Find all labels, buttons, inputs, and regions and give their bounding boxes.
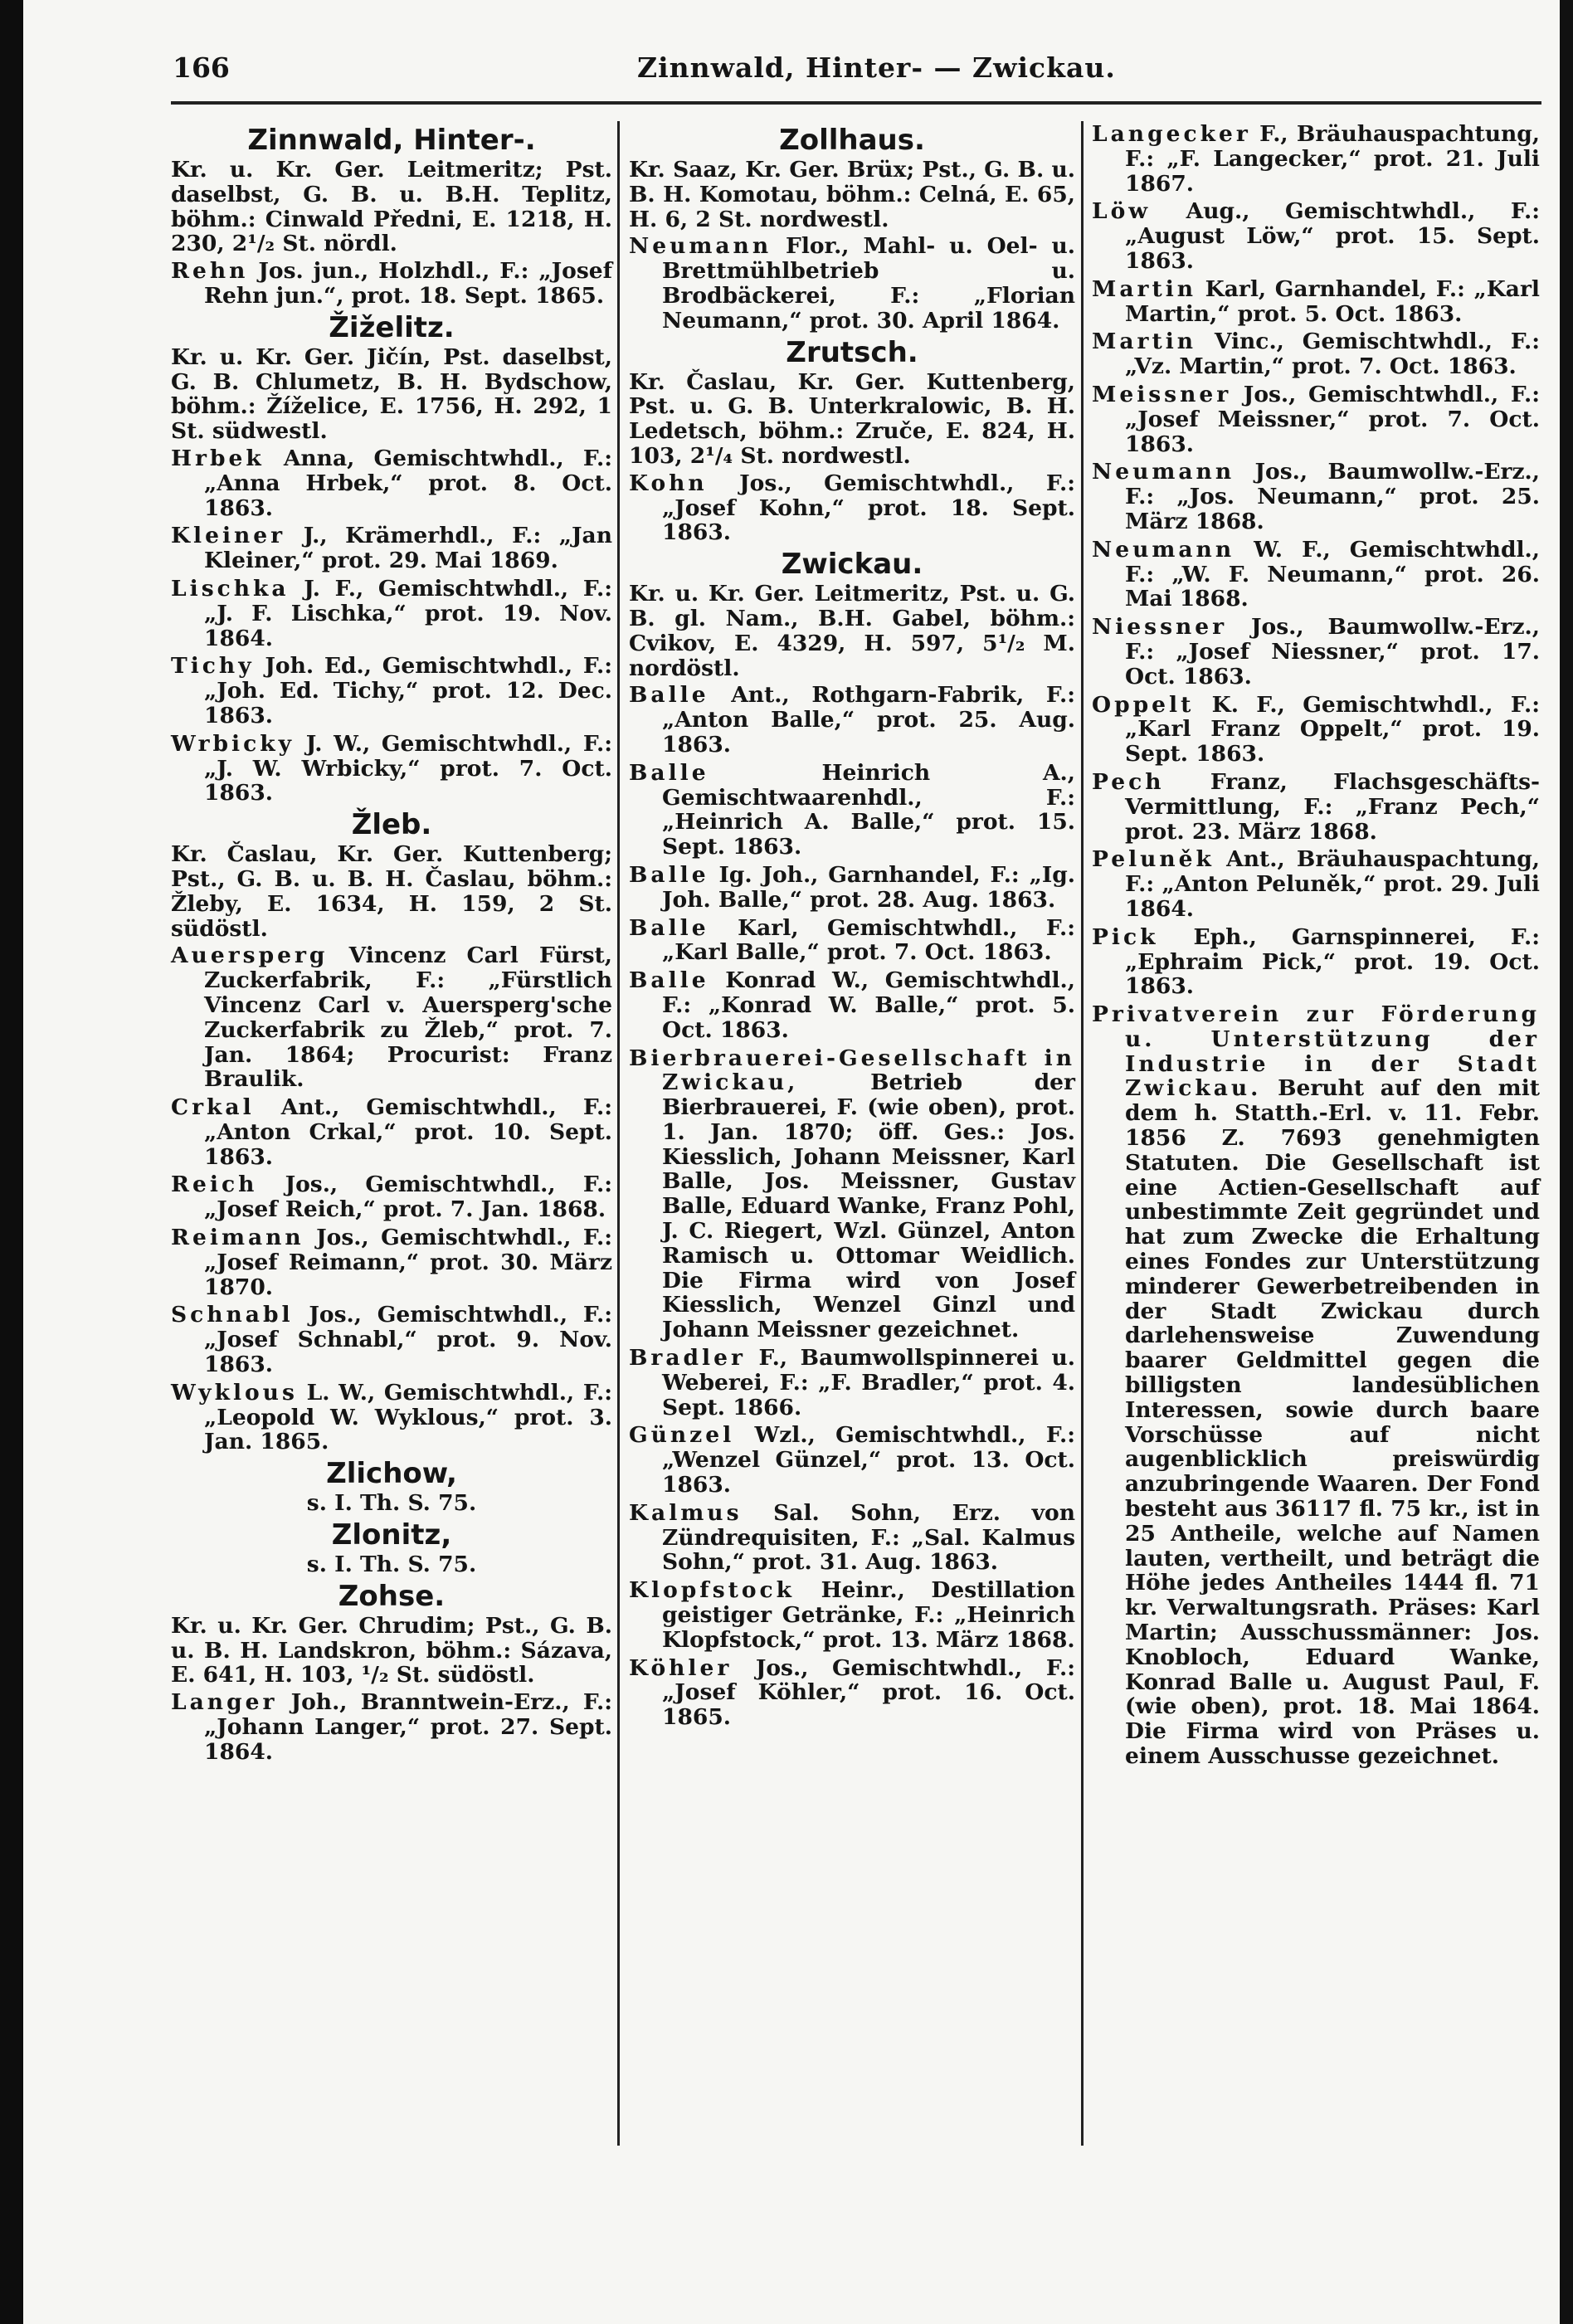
firm-entry: [629, 916, 1075, 966]
firm-entry: [1092, 693, 1540, 767]
firm-name: Pech: [1092, 768, 1165, 795]
firm-details: Jos., Gemischtwhdl., F.: „Josef Kohn,“ prot. 18. Sept. 1863.: [662, 470, 1075, 546]
firm-entry: [171, 654, 612, 728]
firm-entry: [629, 1501, 1075, 1575]
firm-entry: [629, 1656, 1075, 1730]
firm-name: Kleiner: [171, 523, 286, 549]
firm-entry: [171, 1303, 612, 1376]
place-heading: Zlichow,: [326, 1457, 457, 1491]
firm-details: Joh., Branntwein-Erz., F.: „Johann Langer,“ prot. 27. Sept. 1864.: [204, 1689, 612, 1765]
firm-name: Peluněk: [1092, 846, 1215, 873]
place-description: Kr. u. Kr. Ger. Leitmeritz, Pst. u. G. B. gl. Nam., B.H. Gabel, böhm.: Cvikov, E. 4329, H. 597, 5¹/₂ M. nordöstl.: [629, 581, 1075, 681]
firm-entry: [1092, 277, 1540, 327]
firm-name: Pick: [1092, 923, 1159, 950]
firm-entry: [1092, 925, 1540, 999]
firm-details: Anna, Gemischtwhdl., F.: „Anna Hrbek,“ prot. 8. Oct. 1863.: [204, 445, 612, 521]
cross-reference: s. I. Th. S. 75.: [306, 1490, 477, 1517]
firm-details: Aug., Gemischtwhdl., F.: „August Löw,“ prot. 15. Sept. 1863.: [1125, 198, 1540, 274]
firm-entry: [629, 1346, 1075, 1420]
firm-name: Bradler: [629, 1345, 746, 1372]
firm-entry: [171, 1381, 612, 1454]
firm-entry: [1092, 770, 1540, 844]
firm-name: Oppelt: [1092, 691, 1195, 718]
firm-entry: [1092, 1002, 1540, 1769]
place-heading: Zinnwald, Hinter-.: [247, 124, 536, 157]
firm-entry: [171, 1095, 612, 1169]
firm-entry: [171, 259, 612, 309]
firm-details: Konrad W., Gemischtwhdl., F.: „Konrad W. Balle,“ prot. 5. Oct. 1863.: [662, 967, 1075, 1043]
firm-entry: [629, 683, 1075, 757]
firm-entry: [629, 234, 1075, 333]
firm-name: Schnabl: [171, 1302, 294, 1328]
firm-name: Klopfstock: [629, 1577, 796, 1604]
firm-entry: [171, 577, 612, 650]
page: [23, 0, 1560, 2324]
firm-entry: [629, 968, 1075, 1042]
place-description: Kr. Časlau, Kr. Ger. Kuttenberg, Pst. u. G. B. Unterkralowic, B. H. Ledetsch, böhm.: Zruče, E. 824, H. 103, 2¹/₄ St. nordwestl.: [629, 368, 1075, 469]
firm-details: Jos., Baumwollw.-Erz., F.: „Jos. Neumann,“ prot. 25. März 1868.: [1125, 459, 1540, 534]
firm-details: Jos., Gemischtwhdl., F.: „Josef Köhler,“ prot. 16. Oct. 1865.: [662, 1654, 1075, 1731]
place-description: Kr. u. Kr. Ger. Chrudim; Pst., G. B. u. B. H. Landskron, böhm.: Sázava, E. 641, H. 103, ¹/₂ St. südöstl.: [171, 1612, 612, 1688]
firm-details: Ant., Bräuhauspachtung, F.: „Anton Peluněk,“ prot. 29. Juli 1864.: [1125, 846, 1540, 922]
firm-name: Niessner: [1092, 614, 1228, 641]
firm-entry: [171, 446, 612, 520]
firm-name: Köhler: [629, 1654, 733, 1681]
column-right: [1092, 121, 1540, 1772]
firm-details: Jos., Baumwollw.-Erz., F.: „Josef Niessner,“ prot. 17. Oct. 1863.: [1125, 614, 1540, 689]
firm-entry: [171, 524, 612, 573]
firm-details: Franz, Flachsgeschäfts-Vermittlung, F.: „Franz Pech,“ prot. 23. März 1868.: [1125, 768, 1540, 845]
firm-entry: [171, 1225, 612, 1299]
firm-entry: [1092, 382, 1540, 456]
firm-details: Jos. jun., Holzhdl., F.: „Josef Rehn jun.“, prot. 18. Sept. 1865.: [204, 258, 612, 309]
place-heading: Žiželitz.: [329, 310, 455, 344]
firm-entry: [171, 943, 612, 1092]
running-title: Zinnwald, Hinter- — Zwickau.: [637, 51, 1116, 84]
firm-name: Balle: [629, 914, 709, 941]
firm-name: Meissner: [1092, 381, 1232, 407]
firm-details: Ant., Rothgarn-Fabrik, F.: „Anton Balle,“ prot. 25. Aug. 1863.: [662, 682, 1075, 758]
place-description: Kr. u. Kr. Ger. Leitmeritz; Pst. daselbst, G. B. u. B.H. Teplitz, böhm.: Cinwald Předni, E. 1218, H. 230, 2¹/₂ St. nördl.: [171, 157, 612, 257]
place-heading: Zohse.: [338, 1579, 446, 1613]
firm-details: J. W., Gemischtwhdl., F.: „J. W. Wrbicky,“ prot. 7. Oct. 1863.: [204, 730, 612, 806]
firm-details: K. F., Gemischtwhdl., F.: „Karl Franz Oppelt,“ prot. 19. Sept. 1863.: [1125, 691, 1540, 767]
firm-details: Sal. Sohn, Erz. von Zündrequisiten, F.: „Sal. Kalmus Sohn,“ prot. 31. Aug. 1863.: [662, 1499, 1075, 1576]
firm-name: Balle: [629, 861, 709, 888]
firm-name: Bierbrauerei-Gesellschaft in Zwickau,: [629, 1045, 1075, 1096]
firm-name: Hrbek: [171, 445, 265, 471]
firm-name: Martin: [1092, 329, 1197, 355]
place-heading: Zrutsch.: [786, 335, 918, 369]
page-number: 166: [173, 51, 230, 84]
firm-details: Heinr., Destillation geistiger Getränke, F.: „Heinrich Klopfstock,“ prot. 13. März 1868.: [662, 1577, 1075, 1653]
firm-entry: [1092, 847, 1540, 921]
firm-entry: [629, 471, 1075, 545]
firm-details: Eph., Garnspinnerei, F.: „Ephraim Pick,“ prot. 19. Oct. 1863.: [1125, 923, 1540, 1000]
firm-name: Günzel: [629, 1422, 735, 1449]
place-heading: Zlonitz,: [331, 1518, 452, 1552]
firm-name: Löw: [1092, 198, 1152, 225]
firm-details: Jos., Gemischtwhdl., F.: „Josef Schnabl,“ prot. 9. Nov. 1863.: [204, 1302, 612, 1378]
firm-name: Langer: [171, 1689, 278, 1716]
cross-reference: s. I. Th. S. 75.: [306, 1552, 477, 1578]
firm-name: Neumann: [1092, 459, 1235, 485]
firm-entry: [629, 1046, 1075, 1343]
firm-entry: [1092, 122, 1540, 196]
firm-entry: [1092, 538, 1540, 611]
firm-details: Beruht auf den mit dem h. Statth.-Erl. v. 11. Febr. 1856 Z. 7693 genehmigten Statuten. Die Gesellschaft ist eine Actien-Gesellschaft auf unbestimmte Zeit gegründet und hat zum Zwecke die Erhaltung eines Fondes zur Unterstützung minderer Gewerbetreibenden in der Stadt Zwickau durch darlehensweise Zuwendung baarer Geldmittel gegen die billigsten landesüblichen Interessen, sowie durch baare Vorschüsse auf nicht augenblicklich preiswürdig anzubringende Waaren. Der Fond besteht aus 36117 fl. 75 kr., ist in 25 Antheile, welche auf Namen lauten, vertheilt, und beträgt die Höhe jedes Antheiles 1444 fl. 71 kr. Verwaltungsrath. Präses: Karl Martin; Ausschussmänner: Jos. Knobloch, Eduard Wanke, Konrad Balle u. August Paul, F. (wie oben), prot. 18. Mai 1864. Die Firma wird von Präses u. einem Ausschusse gezeichnet.: [1125, 1075, 1541, 1769]
firm-entry: [171, 1690, 612, 1764]
column-left: [171, 121, 612, 1768]
firm-name: Rehn: [171, 258, 249, 285]
firm-name: Neumann: [1092, 536, 1235, 563]
firm-name: Kohn: [629, 470, 708, 496]
firm-details: J., Krämerhdl., F.: „Jan Kleiner,“ prot. 29. Mai 1869.: [204, 523, 612, 574]
column-divider-left: [617, 121, 620, 2146]
firm-entry: [629, 761, 1075, 860]
header-rule: [171, 101, 1541, 105]
firm-entry: [629, 1423, 1075, 1497]
firm-details: Flor., Mahl- u. Oel- u. Brettmühlbetrieb u. Brodbäckerei, F.: „Florian Neumann,“ prot. 30. April 1864.: [662, 233, 1075, 334]
firm-details: L. W., Gemischtwhdl., F.: „Leopold W. Wyklous,“ prot. 3. Jan. 1865.: [204, 1379, 612, 1455]
firm-name: Balle: [629, 682, 709, 709]
firm-name: Auersperg: [171, 943, 329, 969]
firm-name: Balle: [629, 967, 709, 994]
firm-details: Karl, Gemischtwhdl., F.: „Karl Balle,“ prot. 7. Oct. 1863.: [662, 914, 1075, 966]
firm-name: Wyklous: [171, 1379, 298, 1406]
firm-name: Lischka: [171, 575, 290, 602]
firm-details: Heinrich A., Gemischtwaarenhdl., F.: „Heinrich A. Balle,“ prot. 15. Sept. 1863.: [662, 759, 1075, 860]
firm-details: Wzl., Gemischtwhdl., F.: „Wenzel Günzel,“ prot. 13. Oct. 1863.: [662, 1422, 1075, 1498]
firm-details: Jos., Gemischtwhdl., F.: „Josef Reich,“ prot. 7. Jan. 1868.: [204, 1172, 612, 1223]
firm-entry: [629, 1578, 1075, 1652]
column-middle: [629, 121, 1075, 1733]
firm-entry: [1092, 615, 1540, 689]
firm-name: Reimann: [171, 1225, 304, 1251]
firm-name: Reich: [171, 1172, 258, 1198]
firm-entry: [629, 863, 1075, 913]
firm-name: Crkal: [171, 1094, 255, 1121]
firm-details: Vinc., Gemischtwhdl., F.: „Vz. Martin,“ prot. 7. Oct. 1863.: [1125, 329, 1540, 380]
place-heading: Zollhaus.: [779, 124, 925, 157]
firm-entry: [171, 1172, 612, 1222]
firm-details: Karl, Garnhandel, F.: „Karl Martin,“ prot. 5. Oct. 1863.: [1125, 275, 1540, 327]
firm-details: J. F., Gemischtwhdl., F.: „J. F. Lischka,“ prot. 19. Nov. 1864.: [204, 575, 612, 651]
firm-details: W. F., Gemischtwhdl., F.: „W. F. Neumann,“ prot. 26. Mai 1868.: [1125, 536, 1540, 612]
firm-name: Martin: [1092, 275, 1197, 302]
place-heading: Žleb.: [351, 808, 432, 842]
place-heading: Zwickau.: [781, 548, 923, 582]
firm-entry: [171, 732, 612, 806]
firm-details: Ant., Gemischtwhdl., F.: „Anton Crkal,“ prot. 10. Sept. 1863.: [204, 1094, 612, 1170]
firm-details: Joh. Ed., Gemischtwhdl., F.: „Joh. Ed. Tichy,“ prot. 12. Dec. 1863.: [204, 653, 612, 728]
place-description: Kr. Saaz, Kr. Ger. Brüx; Pst., G. B. u. B. H. Komotau, böhm.: Celná, E. 65, H. 6, 2 St. nordwestl.: [629, 157, 1075, 232]
firm-details: F., Bräuhauspachtung, F.: „F. Langecker,“ prot. 21. Juli 1867.: [1125, 121, 1540, 197]
firm-name: Langecker: [1092, 121, 1251, 147]
firm-name: Wrbicky: [171, 730, 295, 757]
firm-details: Betrieb der Bierbrauerei, F. (wie oben), prot. 1. Jan. 1870; öff. Ges.: Jos. Kiesslich, Johann Meissner, Karl Balle, Jos. Meissner, Gustav Balle, Eduard Wanke, Franz Pohl, J. C. Riegert, Wzl. Günzel, Anton Ramisch u. Ottomar Weidlich. Die Firma wird von Josef Kiesslich, Wenzel Ginzl und Johann Meissner gezeichnet.: [662, 1069, 1075, 1343]
scan-edge: [0, 0, 23, 2324]
firm-name: Kalmus: [629, 1499, 743, 1526]
firm-details: Jos., Gemischtwhdl., F.: „Josef Meissner,“ prot. 7. Oct. 1863.: [1125, 381, 1540, 457]
firm-entry: [1092, 460, 1540, 533]
firm-entry: [1092, 199, 1540, 273]
firm-details: F., Baumwollspinnerei u. Weberei, F.: „F. Bradler,“ prot. 4. Sept. 1866.: [662, 1345, 1076, 1420]
firm-details: Ig. Joh., Garnhandel, F.: „Ig. Joh. Balle,“ prot. 28. Aug. 1863.: [662, 861, 1075, 913]
firm-name: Neumann: [629, 233, 772, 260]
place-description: Kr. u. Kr. Ger. Jičín, Pst. daselbst, G. B. Chlumetz, B. H. Bydschow, böhm.: Žíželice, E. 1756, H. 292, 1 St. südwestl.: [171, 343, 612, 445]
column-divider-right: [1081, 121, 1084, 2146]
firm-entry: [1092, 329, 1540, 379]
firm-name: Balle: [629, 759, 709, 786]
firm-name: Tichy: [171, 653, 255, 680]
firm-details: Vincenz Carl Fürst, Zuckerfabrik, F.: „Fürstlich Vincenz Carl v. Auersperg'sche Zuckerfabrik zu Žleb,“ prot. 7. Jan. 1864; Procurist: Franz Braulik.: [204, 943, 612, 1093]
firm-details: Jos., Gemischtwhdl., F.: „Josef Reimann,“ prot. 30. März 1870.: [204, 1225, 612, 1300]
firm-name: Privatverein zur Förderung u. Unterstützung der Industrie in der Stadt Zwickau.: [1092, 1001, 1540, 1102]
place-description: Kr. Časlau, Kr. Ger. Kuttenberg; Pst., G. B. u. B. H. Časlau, böhm.: Žleby, E. 1634, H. 159, 2 St. südöstl.: [171, 841, 612, 942]
